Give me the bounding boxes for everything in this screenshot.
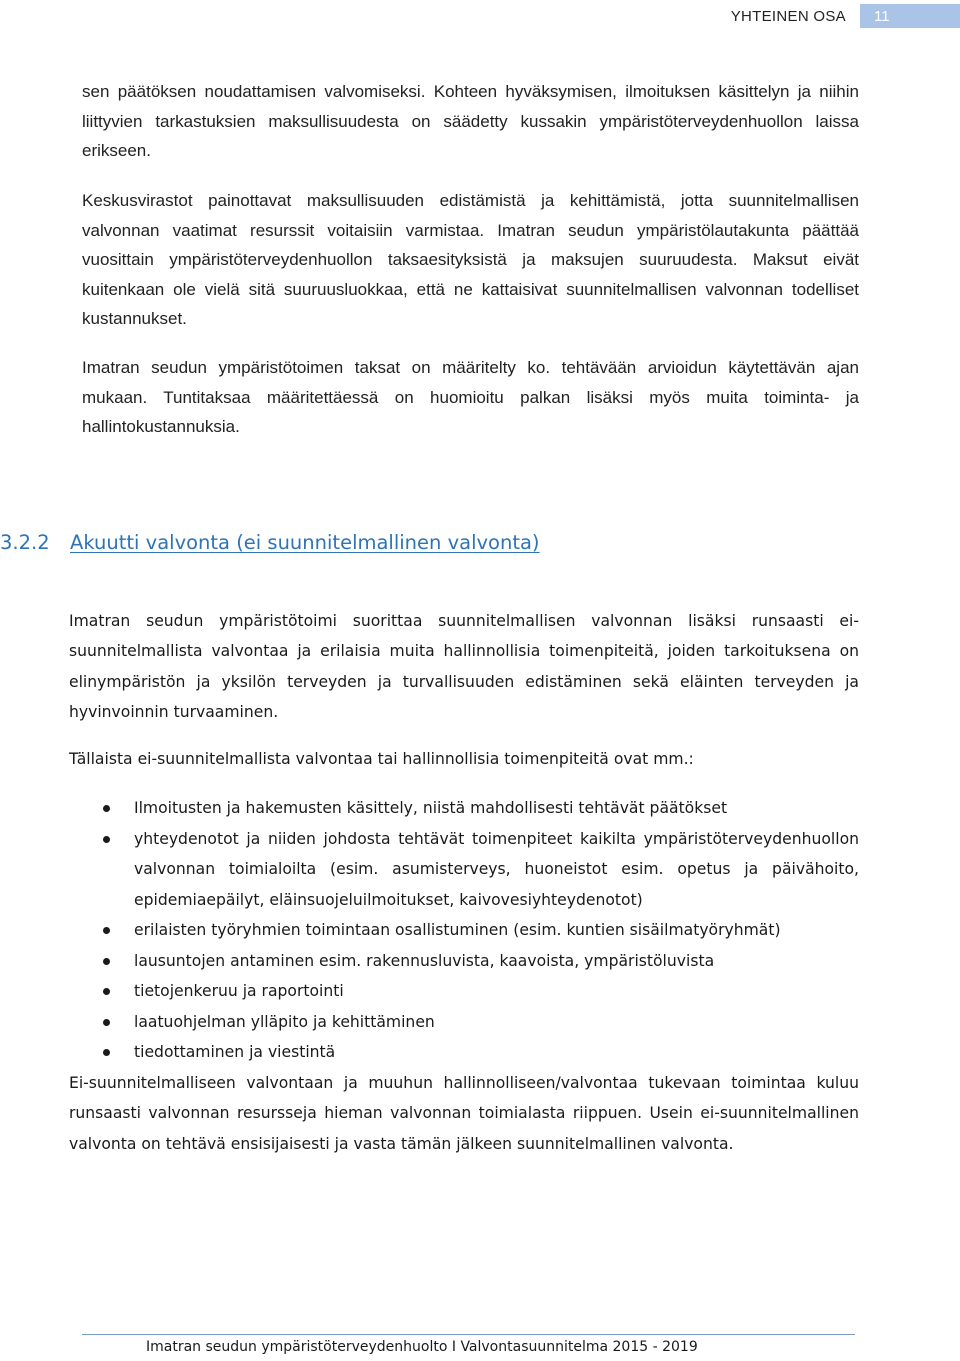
list-item: [0, 915, 859, 946]
paragraph-fees: Keskusvirastot painottavat maksullisuuden edistämistä ja kehittämistä, jotta suunnitelmallisen valvonnan vaatimat resurssit voitaisiin varmistaa. Imatran seudun ympäristölautakunta päättää vuosittain ympäristöterveydenhuollon taksaesityksistä ja maksujen suuruudesta. Maksut eivät kuitenkaan ole vielä sitä suuruusluokkaa, että ne kattaisivat suunnitelmallisen valvonnan todelliset kustannukset.: [82, 191, 859, 328]
page-number-badge: 11: [860, 4, 960, 28]
bullet-icon: [103, 1049, 110, 1056]
list-item-text: tietojenkeruu ja raportointi: [134, 982, 344, 1000]
list-item: [0, 1007, 859, 1038]
paragraph-continuation: sen päätöksen noudattamisen valvomiseksi. Kohteen hyväksymisen, ilmoituksen käsittelyn ja niihin liittyvien tarkastuksien maksullisuudesta on säädetty kussakin ympäristöterveydenhuollon laissa erikseen.: [82, 82, 859, 160]
list-item-text: erilaisten työryhmien toimintaan osallistuminen (esim. kuntien sisäilmatyöryhmät): [134, 921, 781, 939]
bullet-icon: [103, 836, 110, 843]
bullet-icon: [103, 927, 110, 934]
section-number: 3.2.2: [0, 531, 50, 554]
section-title: Akuutti valvonta (ei suunnitelmallinen valvonta): [70, 531, 540, 554]
list-item: [0, 976, 859, 1007]
running-header: [731, 4, 960, 28]
list-item-text: tiedottaminen ja viestintä: [134, 1043, 336, 1061]
bullet-icon: [103, 988, 110, 995]
list-item: [0, 793, 859, 824]
list-item: [0, 1037, 859, 1068]
bullet-icon: [103, 958, 110, 965]
list-item-text: lausuntojen antaminen esim. rakennusluvista, kaavoista, ympäristöluvista: [134, 951, 715, 970]
paragraph-taxes: Imatran seudun ympäristötoimen taksat on määritelty ko. tehtävään arvioidun käytettävän ajan mukaan. Tuntitaksaa määritettäessä on huomioitu palkan lisäksi myös muita toiminta- ja hallintokustannuksia.: [82, 358, 859, 436]
section-intro-paragraph: Imatran seudun ympäristötoimi suorittaa suunnitelmallisen valvonnan lisäksi runsaasti ei-suunnitelmallista valvontaa ja erilaisia muita hallinnollisia toimenpiteitä, joiden tarkoituksena on elinympäristön ja yksilön terveyden ja turvallisuuden edistäminen sekä eläinten terveyden ja hyvinvoinnin turvaaminen.: [69, 612, 859, 721]
closing-paragraph: Ei-suunnitelmalliseen valvontaan ja muuhun hallinnolliseen/valvontaa tukevaan toimintaa kuluu runsaasti valvonnan resursseja hieman valvonnan toimialasta riippuen. Usein ei-suunnitelmallinen valvonta on tehtävä ensisijaisesti ja vasta tämän jälkeen suunnitelmallinen valvonta.: [69, 1074, 859, 1153]
list-intro-paragraph: Tällaista ei-suunnitelmallista valvontaa tai hallinnollisia toimenpiteitä ovat mm.:: [69, 750, 694, 768]
list-item: [0, 824, 859, 916]
list-item-text: laatuohjelman ylläpito ja kehittäminen: [134, 1012, 435, 1031]
footer-divider: [82, 1334, 855, 1335]
header-section-label: YHTEINEN OSA: [730, 7, 846, 25]
bullet-list: [0, 793, 900, 1068]
bullet-icon: [103, 1019, 110, 1026]
bullet-icon: [103, 805, 110, 812]
list-item-text: Ilmoitusten ja hakemusten käsittely, niistä mahdollisesti tehtävät päätökset: [134, 799, 728, 817]
footer-text: Imatran seudun ympäristöterveydenhuolto I Valvontasuunnitelma 2015 - 2019: [146, 1339, 698, 1355]
list-item: [0, 946, 859, 977]
list-item-text: yhteydenotot ja niiden johdosta tehtävät toimenpiteet kaikilta ympäristöterveydenhuollon valvonnan toimialoilta (esim. asumisterveys, huoneistot esim. opetus ja päivähoito, epidemiaepäilyt, eläinsuojeluilmoitukset, kaivovesiyhteydenotot): [134, 829, 859, 909]
